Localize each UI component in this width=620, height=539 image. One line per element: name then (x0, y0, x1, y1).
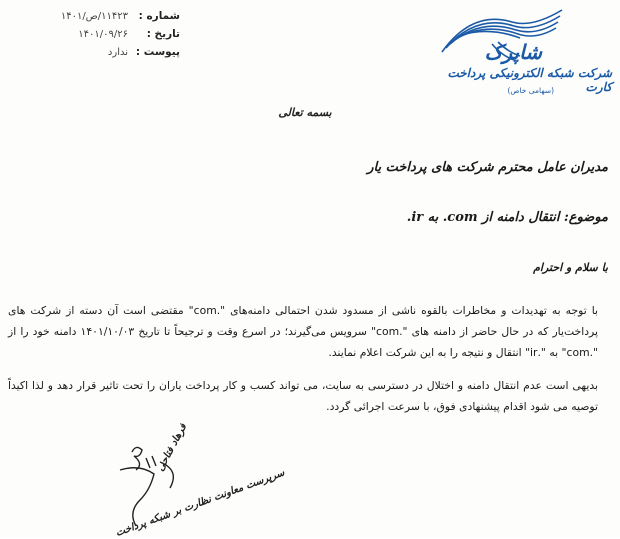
number-value: ۱۱۴۲۳/ص/۱۴۰۱ (60, 11, 128, 22)
subject: موضوع: انتقال دامنه از com. به ir. (406, 210, 608, 225)
body-paragraph-2: بدیهی است عدم انتقال دامنه و اختلال در دسترسی به سایت، می تواند کسب و کار پرداخت یاران را تحت تاثیر قرار دهد و لذا اکیداً توصیه می شود اقدام پیشنهادی فوق، با سرعت اجرائی گردد. (8, 379, 598, 413)
meta-number-row (10, 10, 180, 28)
date-value: ۱۴۰۱/۰۹/۲۶ (78, 29, 128, 40)
letter-meta (10, 10, 180, 64)
date-label: تاریخ : (146, 28, 180, 40)
logo-company-name: شرکت شبکه الکترونیکی پرداخت کارت (447, 66, 612, 94)
greeting: با سلام و احترام (533, 261, 608, 274)
attachment-label: پیوست : (135, 46, 180, 58)
company-logo (412, 4, 612, 104)
number-label: شماره : (138, 10, 180, 22)
meta-attachment-row (10, 46, 180, 64)
logo-company-type: (سهامی خاص) (507, 86, 554, 95)
body-paragraph-1: با توجه به تهدیدات و مخاطرات بالقوه ناشی از مسدود شدن احتمالی دامنه‌های ".com" مقتضی است آن دسته از شرکت های پرداخت‌یار که در حال حاضر از دامنه های ".com" سرویس می‌گیرند؛ در اسرع وقت و ترجیحاً تا تاریخ ۱۴۰۱/۱۰/۰۳ دامنه خود را از ".com" به ".ir" انتقال و نتیجه را به این شرکت اعلام نمایند. (8, 304, 599, 359)
basmala: بسمه تعالی (278, 106, 332, 119)
signer-title: سرپرست معاونت نظارت بر شبکه پرداخت (114, 467, 287, 539)
signer-name: فرهاد فتاحی (155, 422, 190, 474)
attachment-value: ندارد (107, 47, 128, 58)
meta-date-row (10, 28, 180, 46)
recipient: مدیران عامل محترم شرکت های پرداخت یار (367, 160, 608, 175)
logo-brand: شاپرک (484, 40, 542, 64)
